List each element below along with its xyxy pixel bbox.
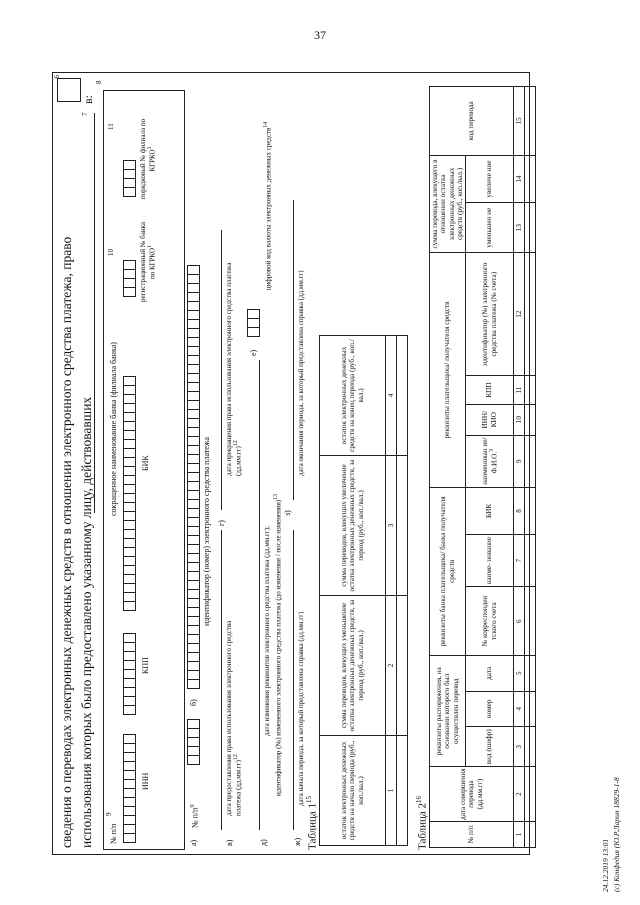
item-zh-label: дата начала периода, за который представлена справка (дд.мм.гг) (297, 611, 305, 806)
footnote-11: 11 (107, 123, 115, 130)
item-d-line[interactable] (259, 360, 260, 830)
kpp-label: КПП (141, 657, 150, 674)
item-e-label: цифровой код валюты электронных денежных средств$^{14}$ (263, 121, 273, 291)
short-name-cells[interactable] (123, 376, 136, 610)
header-suffix: в: (81, 95, 95, 104)
reg-number-cells[interactable] (123, 260, 136, 296)
table1-caption: Таблица $1^{15}$ (305, 795, 319, 850)
table2-h-order-num: номер (466, 691, 514, 727)
table2-num: 6 (514, 587, 525, 656)
branch-number-cells[interactable] (123, 160, 136, 196)
header-underline[interactable] (94, 113, 95, 513)
table2-cell[interactable] (525, 487, 536, 534)
table2-cell[interactable] (525, 535, 536, 587)
table2-num: 7 (514, 535, 525, 587)
table2-num: 10 (514, 404, 525, 435)
table2-h-sum-inc: увеличе ние (466, 155, 514, 202)
footer-date: 24.12.2019 13:01 (601, 838, 610, 892)
table1-cell[interactable] (397, 736, 408, 846)
table2-h-order-type: вид (шифр) (466, 727, 514, 767)
item-d-label-1: дата изменения реквизитов электронного средства платежа (дд.мм.гг); (263, 526, 271, 736)
page-number: 37 (314, 28, 326, 42)
npp-note: 9 (105, 812, 113, 816)
table2-h-payer-kpp: КПП (466, 376, 514, 404)
table2-h-payer-inn: ИНН/ КИО (466, 404, 514, 435)
item-e: е) (249, 349, 258, 356)
header-line-2-text: использования которых было предоставлено указанному лицу, действовавших (79, 396, 94, 848)
table2-h-payer-name: наименован ие/ Ф.И.О.$^3$ (466, 435, 514, 487)
table1-cell[interactable] (397, 596, 408, 736)
table2-num: 5 (514, 656, 525, 692)
footnote-7: 7 (81, 112, 89, 116)
inn-label: ИНН (141, 772, 150, 790)
table2-num: 1 (514, 821, 525, 847)
header-line-1: сведения о переводах электронных денежных средств в отношении электронного средства платежа, право (59, 236, 74, 848)
table2-h-npp: № п/п (430, 821, 514, 847)
table1-header-3: сумма переводов, влекущих увеличение остатка электронных денежных средств, за период (руб., коп./вал.) (320, 456, 386, 596)
table2-num: 2 (514, 767, 525, 822)
table2-cell[interactable] (525, 656, 536, 692)
footnote-8: 8 (95, 80, 103, 84)
item-g-note: 12 (233, 440, 239, 447)
table2-num: 8 (514, 487, 525, 534)
rotated-content (53, 73, 531, 856)
table2-num: 4 (514, 691, 525, 727)
table2-caption: Таблица $2^{16}$ (415, 795, 429, 850)
table2-h-sum: сумма перевода, влекущего в отношении остатка электронных денежных средств (руб., коп./вал.) (430, 155, 466, 252)
item-v-label: дата предоставления права использования электронного средства платежа $(дд.мм.гг)^{12}$ (225, 620, 243, 816)
item-b-label: идентификатор (номер) электронного средства платежа (202, 437, 211, 626)
table2-cell[interactable] (525, 376, 536, 404)
kpp-cells[interactable] (123, 633, 136, 714)
table2-h-order: реквизиты распоряжения, на основании которого был осуществлен перевод (430, 656, 466, 767)
item-zh: ж) (293, 837, 302, 846)
table2-num: 3 (514, 727, 525, 767)
table2-num: 15 (514, 87, 525, 156)
item-b-cells[interactable] (187, 265, 200, 688)
table2-h-payer: реквизиты плательщика/ получателя средств (430, 253, 466, 488)
table2-num: 12 (514, 253, 525, 376)
table1-header-2: сумма переводов, влекущих уменьшение остатка электронных денежных средств, за период (руб., коп./вал.) (320, 596, 386, 736)
reg-number-label: регистрационный № банка по КГРКО$^1$ (139, 222, 157, 303)
item-zh-line[interactable] (293, 530, 294, 830)
table2-num: 11 (514, 376, 525, 404)
item-v-line[interactable] (221, 530, 222, 830)
item-d-note: 13 (273, 494, 279, 500)
table2 (429, 86, 536, 848)
footnote-10: 10 (107, 249, 115, 256)
table2-cell[interactable] (525, 821, 536, 847)
table2-h-payer-note: 3 (488, 448, 495, 452)
npp-label: № п/п (109, 823, 118, 844)
item-b: б) (189, 699, 198, 706)
item-g: г) (217, 520, 226, 526)
table2-h-bank-name: наиме- нование (466, 535, 514, 587)
footer-author: (с) Конфедия (Ю.Р.Ларин 18829-1-8 (612, 777, 621, 892)
table2-h-payer-id: идентификатор (№) электронного средства платежа (№ счета) (466, 253, 514, 376)
item-z-label: дата окончания периода, за который представлена справка (дд.мм.гг) (297, 270, 305, 476)
item-z-line[interactable] (293, 200, 294, 500)
item-a-cells[interactable] (187, 719, 200, 764)
item-a-note: 9 (189, 804, 196, 808)
table2-h-sum-dec: уменьшен ие (466, 203, 514, 253)
table2-cell[interactable] (525, 727, 536, 767)
table1-num: 3 (386, 456, 397, 596)
item-g-line[interactable] (221, 230, 222, 510)
table2-cell[interactable] (525, 155, 536, 202)
table1 (319, 335, 408, 846)
footer-stamp (600, 777, 622, 892)
form-sheet (52, 72, 530, 855)
item-a: а) (189, 839, 198, 846)
table1-cell[interactable] (397, 456, 408, 596)
table2-cell[interactable] (525, 253, 536, 376)
reg-note: 1 (147, 244, 153, 248)
table2-cell[interactable] (525, 587, 536, 656)
table2-h-code: код перевода (430, 87, 514, 156)
table2-h-bank-acc: № корреспонден тского счета (466, 587, 514, 656)
item-d: д) (259, 839, 268, 846)
item-v-note: 12 (233, 754, 239, 761)
table2-h-order-date: дата (466, 656, 514, 692)
table1-cell[interactable] (397, 336, 408, 456)
table2-cell[interactable] (525, 691, 536, 727)
branch-number-label: порядковый № филиала по КГРКО$^1$ (139, 118, 157, 200)
table2-cell[interactable] (525, 203, 536, 253)
item-v: в) (225, 839, 234, 846)
item-e-note: 14 (263, 121, 269, 128)
table2-h-date: дата совершения перевода (дд.мм.гг) (430, 767, 514, 822)
table2-cell[interactable] (525, 767, 536, 822)
item-d-label-2: идентификатор (№) измененного электронного средства платежа (до изменения / после изменения)$^{13}$ (273, 494, 283, 796)
table2-h-bank: реквизиты банка плательщика/ банка получателя средств (430, 487, 466, 655)
header-line-2 (79, 168, 95, 848)
bik-label: БИК (141, 455, 150, 471)
inn-cells[interactable] (123, 734, 136, 842)
table2-cell[interactable] (525, 435, 536, 487)
item-g-label: дата прекращения права использования электронного средства платежа $(дд.мм.гг)^{12}$ (225, 262, 243, 476)
table2-note: 16 (415, 795, 423, 803)
table2-h-bank-bik: БИК (466, 487, 514, 534)
table2-num: 13 (514, 203, 525, 253)
table1-header-4: остаток электронных денежных средств на конец периода (руб., коп./вал.) (320, 336, 386, 456)
item-e-cells[interactable] (247, 309, 260, 336)
item-z: з) (283, 510, 292, 516)
table1-num: 1 (386, 736, 397, 846)
code-box[interactable] (57, 78, 81, 102)
table2-cell[interactable] (525, 404, 536, 435)
item-a-label: № $п/п^9$ (189, 804, 200, 828)
table2-num: 9 (514, 435, 525, 487)
table2-cell[interactable] (525, 87, 536, 156)
short-name-label: сокращенное наименование банка (филиала банка) (109, 342, 118, 516)
table1-note: 15 (305, 795, 313, 803)
table1-header-1: остаток электронных денежных средств на начало периода (руб., коп./вал.) (320, 736, 386, 846)
table1-num: 4 (386, 336, 397, 456)
table2-num: 14 (514, 155, 525, 202)
table1-num: 2 (386, 596, 397, 736)
footnote-6: 6 (53, 75, 61, 79)
branch-note: 1 (147, 146, 153, 150)
